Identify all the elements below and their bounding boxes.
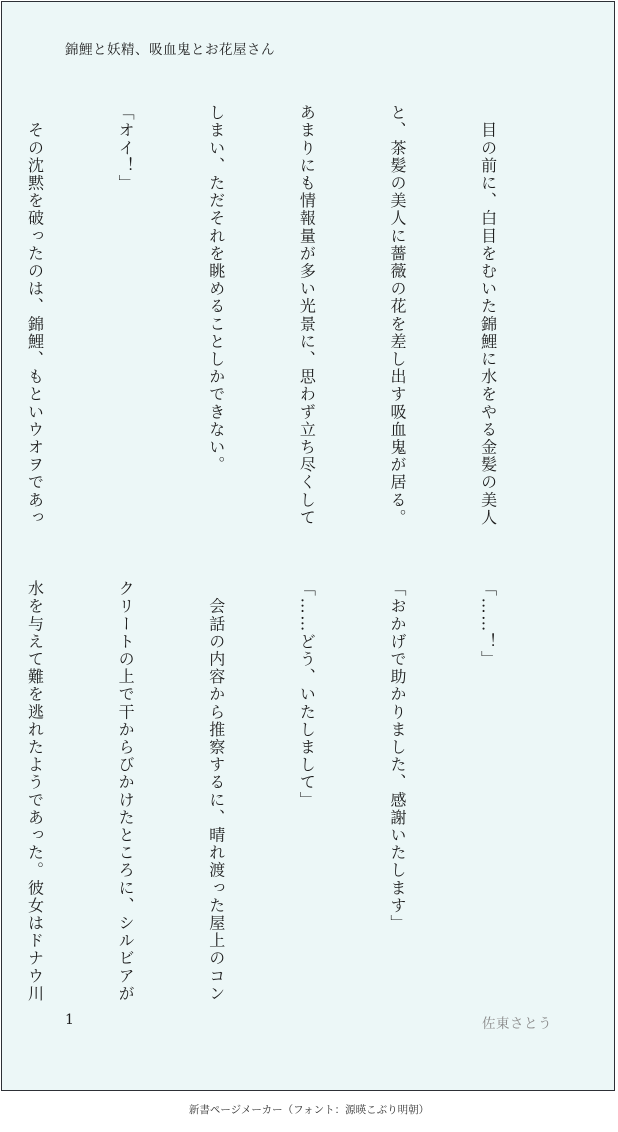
text-line: 「オイ！」 <box>116 104 136 192</box>
text-line: 「……！」 <box>478 580 498 668</box>
text-line: 目の前に、白目をむいた錦鯉に水をやる金髪の美人 <box>478 104 498 527</box>
text-line: と、茶髪の美人に薔薇の花を差し出す吸血鬼が居る。 <box>387 104 407 527</box>
book-title: 錦鯉と妖精、吸血鬼とお花屋さん <box>65 42 275 58</box>
lower-text-block <box>25 580 563 1010</box>
generator-credit: 新書ページメーカー（フォント：源暎こぶり明朝） <box>188 1104 430 1116</box>
text-line: クリートの上で干からびかけたところに、シルビアが <box>116 580 136 1003</box>
page-number: 1 <box>65 1012 74 1028</box>
upper-text-block <box>25 104 563 527</box>
text-line: 会話の内容から推察するに、晴れ渡った屋上のコン <box>206 580 226 1003</box>
book-page <box>1 1 615 1091</box>
text-line: 「……どう、いたしまして」 <box>297 580 317 809</box>
text-line: 水を与えて難を逃れたようであった。彼女はドナウ川 <box>25 580 45 1003</box>
author-name: 佐東さとう <box>482 1016 552 1032</box>
text-line: あまりにも情報量が多い光景に、思わず立ち尽くして <box>297 104 317 527</box>
text-line: しまい、ただそれを眺めることしかできない。 <box>206 104 226 474</box>
text-line: その沈黙を破ったのは、錦鯉、もといウオヲであっ <box>25 104 45 527</box>
text-line: 「おかげで助かりました、感謝いたします」 <box>387 580 407 932</box>
